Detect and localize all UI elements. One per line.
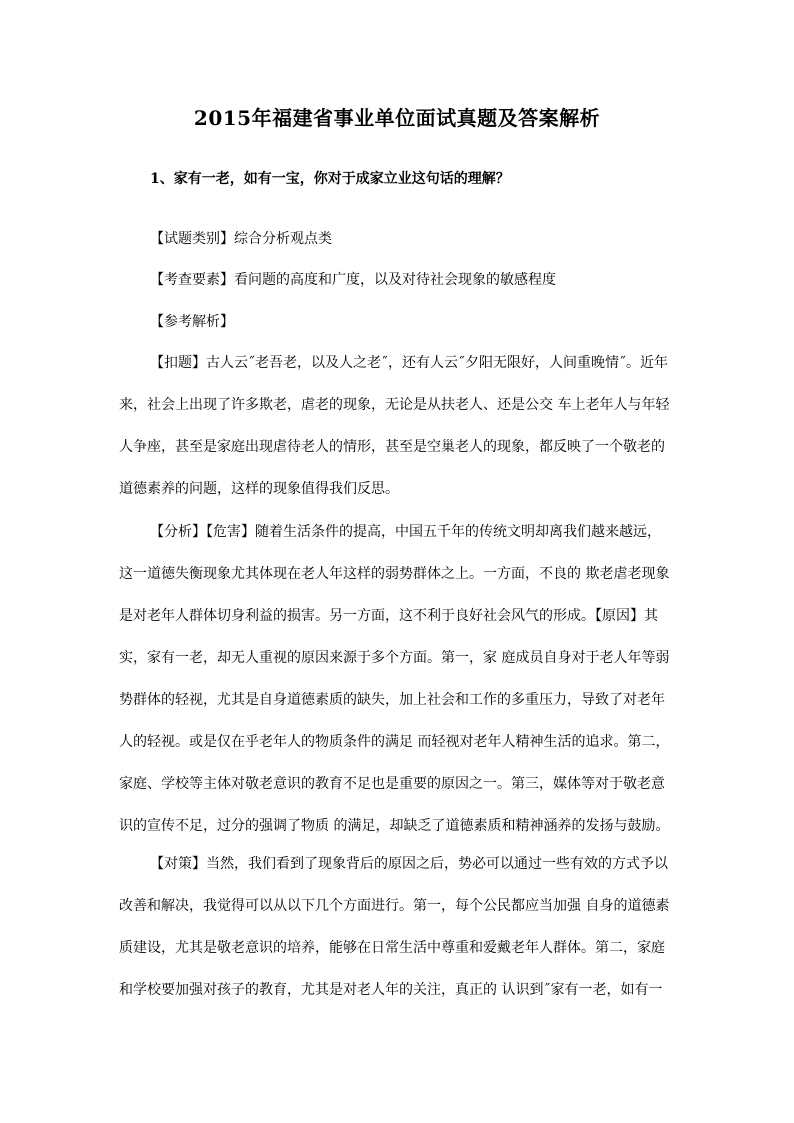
text-line: 是对老年人群体切身利益的损害。另一方面，这不利于良好社会风气的形成。【原因】其	[119, 608, 658, 624]
paragraph-analysis	[119, 521, 670, 857]
text-line: 和学校要加强对孩子的教育，尤其是对老人年的关注，真正的 认识到˝家有一老，如有一	[119, 982, 663, 998]
text-line: 改善和解决，我觉得可以从以下几个方面进行。第一，每个公民都应当加强 自身的道德素	[119, 898, 670, 914]
question-type: 【试题类别】综合分析观点类	[150, 231, 332, 247]
reference-analysis-heading: 【参考解析】	[150, 314, 234, 330]
text-line: 实，家有一老，却无人重视的原因来源于多个方面。第一，家 庭成员自身对于老人年等弱	[119, 650, 670, 666]
paragraph-countermeasures	[119, 853, 670, 1021]
text-line: 人的轻视。或是仅在乎老年人的物质条件的满足 而轻视对老年人精神生活的追求。第二，	[119, 734, 670, 750]
question-heading: 1、家有一老，如有一宝，你对于成家立业这句话的理解？	[150, 171, 510, 187]
text-line: 来，社会上出现了许多欺老，虐老的现象，无论是从扶老人、还是公交 车上老年人与年轻	[119, 397, 670, 413]
assessment-elements: 【考查要素】看问题的高度和广度，以及对待社会现象的敏感程度	[150, 272, 556, 288]
text-line: 【分析】【危害】随着生活条件的提高，中国五千年的传统文明却离我们越来越远，	[150, 524, 661, 540]
text-line: 【扣题】古人云˝老吾老，以及人之老˝，还有人云˝夕阳无限好，人间重晚情˝。近年	[150, 355, 668, 371]
text-line: 家庭、学校等主体对敬老意识的教育不足也是重要的原因之一。第三，媒体等对于敬老意	[119, 776, 665, 792]
text-line: 这一道德失衡现象尤其体现在老人年这样的弱势群体之上。一方面，不良的 欺老虐老现象	[119, 566, 670, 582]
text-line: 【对策】当然，我们看到了现象背后的原因之后，势必可以通过一些有效的方式予以	[150, 856, 668, 872]
text-line: 势群体的轻视，尤其是自身道德素质的缺失，加上社会和工作的多重压力，导致了对老年	[119, 692, 665, 708]
page-title: 2015年福建省事业单位面试真题及答案解析	[193, 106, 601, 130]
text-line: 人争座，甚至是家庭出现虐待老人的情形，甚至是空巢老人的现象，都反映了一个敬老的	[119, 439, 665, 455]
paragraph-intro	[119, 352, 670, 520]
text-line: 质建设，尤其是敬老意识的培养，能够在日常生活中尊重和爱戴老年人群体。第二，家庭	[119, 940, 665, 956]
text-line: 道德素养的问题，这样的现象值得我们反思。	[119, 481, 399, 497]
text-line: 识的宣传不足，过分的强调了物质 的满足，却缺乏了道德素质和精神涵养的发扬与鼓励。	[119, 818, 670, 834]
